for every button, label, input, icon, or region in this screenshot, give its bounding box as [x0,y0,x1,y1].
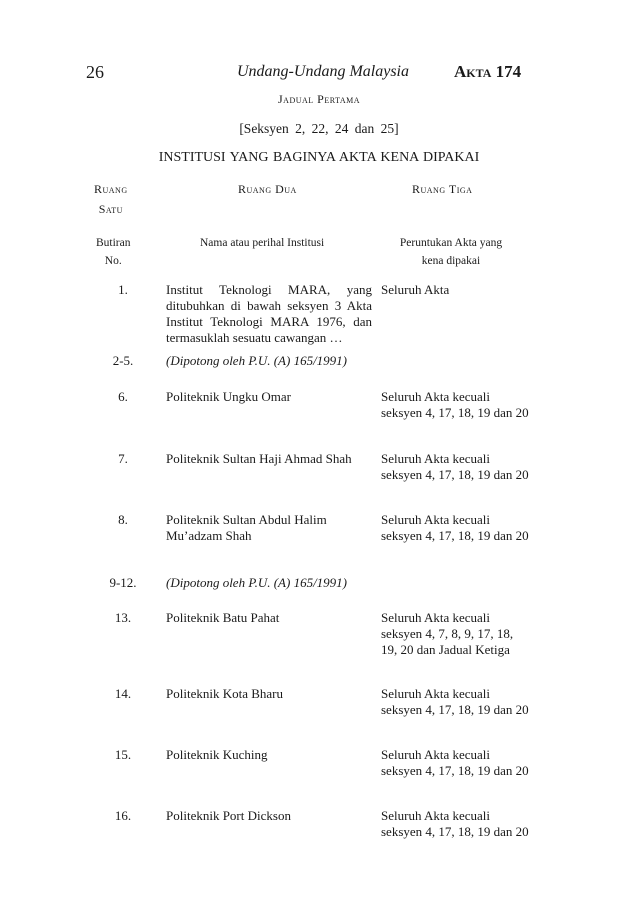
column-1-subtitle [96,234,131,270]
column-1-title-line1: Ruang [94,182,128,196]
institution-name: (Dipotong oleh P.U. (A) 165/1991) [166,575,348,590]
schedule-title: Jadual Pertama [278,92,360,106]
schedule-heading: INSTITUSI YANG BAGINYA AKTA KENA DIPAKAI [158,150,480,165]
item-number: 9-12. [109,575,137,590]
item-number: 7. [118,451,128,466]
item-number: 15. [114,747,132,762]
applicable-provisions: Seluruh Akta kecuali seksyen 4, 17, 18, 19 dan 20 [381,451,529,482]
institution-name: (Dipotong oleh P.U. (A) 165/1991) [166,353,348,368]
institution-name: Politeknik Kuching [166,747,268,762]
institution-name: Politeknik Sultan Abdul Halim Mu’adzam Shah [166,512,327,543]
institution-name: Politeknik Port Dickson [166,808,291,823]
page-number: 26 [86,62,104,82]
column-2-title: Ruang Dua [238,182,297,196]
applicable-provisions: Seluruh Akta kecuali seksyen 4, 17, 18, 19 dan 20 [381,512,529,543]
applicable-provisions: Seluruh Akta [381,282,450,297]
running-title [0,63,638,81]
institution-name: Institut Teknologi MARA, yang ditubuhkan di bawah seksyen 3 Akta Institut Teknologi MARA 1976, dan termasuklah sesuatu cawangan … [166,282,372,345]
column-3-title: Ruang Tiga [412,182,473,196]
column-3-subtitle: Peruntukan Akta yang kena dipakai [399,237,503,267]
column-1-subtitle-line2: No. [104,255,122,267]
column-1-title-line2: Satu [98,202,123,216]
applicable-provisions: Seluruh Akta kecuali seksyen 4, 7, 8, 9, 17, 18, 19, 20 dan Jadual Ketiga [381,610,514,657]
column-2-subtitle: Nama atau perihal Institusi [200,237,325,249]
running-title-text: Undang-Undang Malaysia [237,63,409,80]
institution-name: Politeknik Kota Bharu [166,686,283,701]
column-1-title [94,179,128,219]
applicable-provisions: Seluruh Akta kecuali seksyen 4, 17, 18, 19 dan 20 [381,808,529,839]
item-number: 1. [118,282,128,297]
item-number: 16. [114,808,132,823]
item-number: 6. [118,389,128,404]
applicable-provisions: Seluruh Akta kecuali seksyen 4, 17, 18, 19 dan 20 [381,747,529,778]
item-number: 8. [118,512,128,527]
applicable-provisions: Seluruh Akta kecuali seksyen 4, 17, 18, 19 dan 20 [381,686,529,717]
schedule-sections: [Seksyen 2, 22, 24 dan 25] [239,121,399,136]
item-number: 2-5. [112,353,134,368]
institution-name: Politeknik Ungku Omar [166,389,291,404]
act-number: Akta 174 [454,62,522,81]
institution-name: Politeknik Batu Pahat [166,610,280,625]
applicable-provisions: Seluruh Akta kecuali seksyen 4, 17, 18, 19 dan 20 [381,389,529,420]
item-number: 13. [114,610,132,625]
column-1-subtitle-line1: Butiran [96,237,131,249]
institution-name: Politeknik Sultan Haji Ahmad Shah [166,451,352,466]
item-number: 14. [114,686,132,701]
